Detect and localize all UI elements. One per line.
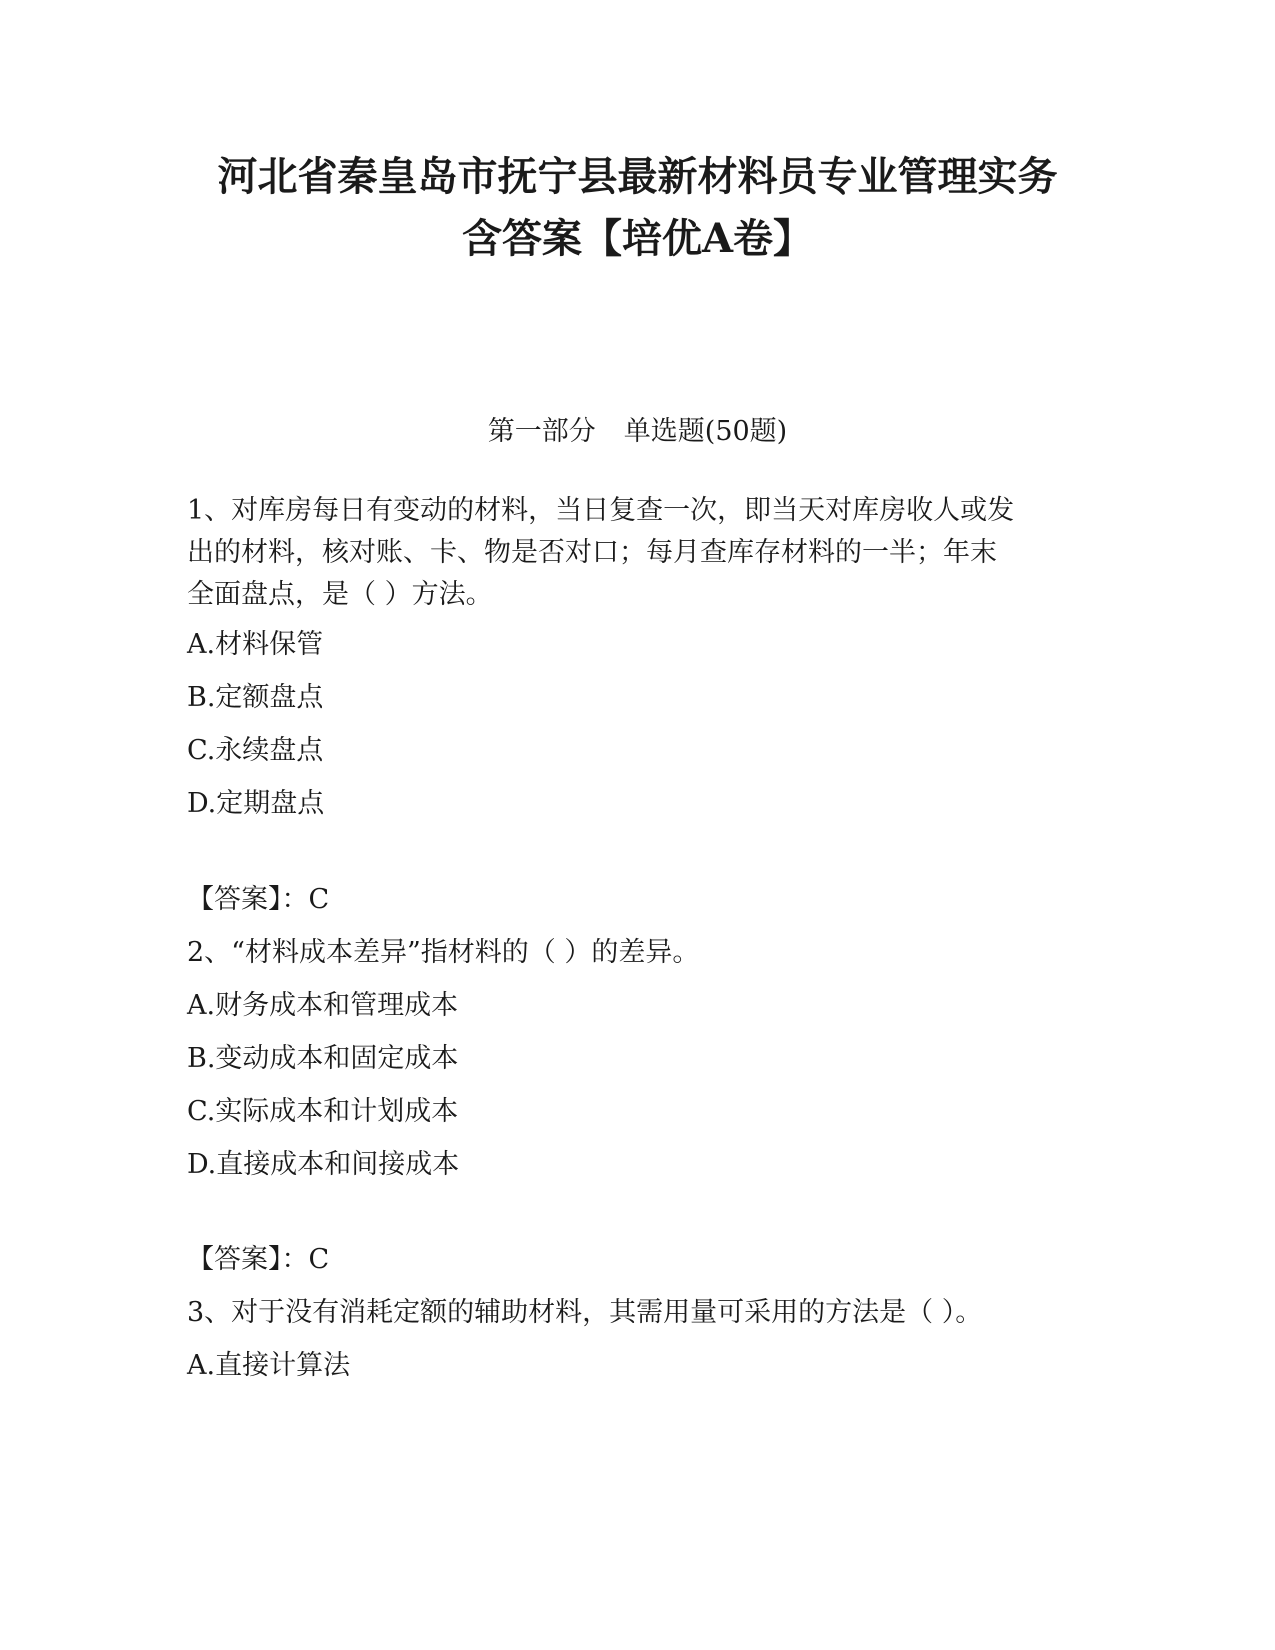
question-2-option-a: A.财务成本和管理成本 bbox=[187, 990, 459, 1021]
question-2-answer: 【答案】：C bbox=[187, 1244, 330, 1275]
question-2-option-c: C.实际成本和计划成本 bbox=[187, 1096, 459, 1127]
question-2-option-b: B.变动成本和固定成本 bbox=[187, 1043, 459, 1074]
question-1-line-2: 出的材料，核对账、卡、物是否对口；每月查库存材料的一半；年末 bbox=[187, 537, 997, 568]
section-part: 第一部分 bbox=[487, 416, 596, 447]
question-1-line-1: 1、对库房每日有变动的材料，当日复查一次，即当天对库房收人或发 bbox=[187, 495, 1015, 526]
question-1-answer: 【答案】：C bbox=[187, 884, 330, 915]
question-1-option-c: C.永续盘点 bbox=[187, 735, 324, 766]
question-3-option-a: A.直接计算法 bbox=[187, 1350, 351, 1381]
section-type: 单选题(50题) bbox=[623, 416, 788, 447]
document-title-line-2: 含答案【培优A卷】 bbox=[461, 215, 814, 262]
question-2-option-d: D.直接成本和间接成本 bbox=[187, 1149, 460, 1180]
document-title-line-1: 河北省秦皇岛市抚宁县最新材料员专业管理实务 bbox=[217, 153, 1058, 200]
question-2-text: 2、“材料成本差异”指材料的（ ）的差异。 bbox=[187, 937, 700, 968]
question-1-option-a: A.材料保管 bbox=[187, 629, 324, 660]
question-1-option-d: D.定期盘点 bbox=[187, 788, 325, 819]
question-1-option-b: B.定额盘点 bbox=[187, 682, 324, 713]
question-3-text: 3、对于没有消耗定额的辅助材料，其需用量可采用的方法是（ ）。 bbox=[187, 1297, 983, 1328]
question-1-text bbox=[187, 490, 1087, 616]
question-1-line-3: 全面盘点，是（ ）方法。 bbox=[187, 579, 493, 610]
section-heading bbox=[0, 412, 1275, 452]
